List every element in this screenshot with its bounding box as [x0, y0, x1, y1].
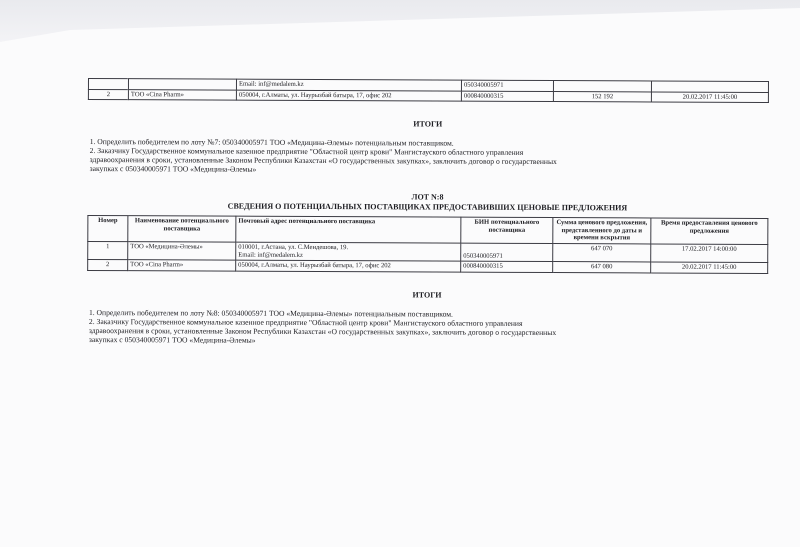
col-header-bin: БИН потенциального поставщика [461, 217, 553, 243]
supplier-address: 050004, г.Алматы, ул. Наурызбай батыра, 17, офис 202 [236, 90, 461, 102]
col-header-number: Номер [88, 216, 128, 242]
row-number: 1 [88, 241, 128, 259]
row-number: 2 [88, 260, 128, 271]
supplier-bin: 000840000315 [461, 91, 553, 102]
section-title: СВЕДЕНИЯ О ПОТЕНЦИАЛЬНЫХ ПОСТАВЩИКАХ ПРЕДОСТАВИВШИХ ЦЕНОВЫЕ ПРЕДЛОЖЕНИЯ [227, 201, 628, 213]
results-paragraph-1: 1. Определить победителем по лоту №8: 050340005971 ТОО «Медицина-Әлемы» потенциальным поставщиком. [88, 307, 453, 319]
row-number: 2 [88, 89, 128, 100]
lot7-supplier-table [88, 78, 769, 103]
offer-time: 17.02.2017 14:00:00 [651, 244, 768, 263]
results-heading: ИТОГИ [413, 119, 443, 129]
supplier-email: Email: inf@medalem.kz [238, 251, 303, 259]
results-paragraph-2-line-3: закупках с 050340005971 ТОО «Медицина-Әлемы» [89, 164, 257, 174]
col-header-address: Почтовый адрес потенциального поставщика [236, 216, 461, 243]
col-header-time: Время предоставления ценового предложения [651, 218, 768, 244]
supplier-address-line: 010001, г.Астана, ул. С.Мендешова, 19. [238, 243, 349, 252]
results-heading: ИТОГИ [412, 290, 442, 300]
supplier-bin: 000840000315 [461, 261, 553, 272]
results-paragraph-1: 1. Определить победителем по лоту №7: 050340005971 ТОО «Медицина-Әлемы» потенциальным поставщиком. [89, 137, 454, 148]
supplier-bin: 050340005971 [461, 80, 553, 91]
supplier-bin: 050340005971 [461, 243, 553, 262]
supplier-name: ТОО «Медицина-Әлемы» [128, 242, 236, 261]
lot-title: ЛОТ N:8 [411, 192, 444, 202]
supplier-name: ТОО «Cina Pharm» [128, 89, 236, 100]
results-paragraph-2-line-1: 2. Заказчику Государственное коммунальное казенное предприятие "Областной центр крови" Мангистауского областного управления [88, 316, 523, 328]
table-header-row [88, 216, 768, 245]
supplier-address [236, 242, 461, 261]
supplier-address: 050004, г.Алматы, ул. Наурызбай батыра, 17, офис 202 [236, 260, 461, 272]
offer-sum: 152 192 [553, 91, 651, 102]
offer-sum: 647 070 [553, 243, 651, 262]
results-paragraph-2-line-1: 2. Заказчику Государственное коммунальное казенное предприятие "Областной центр крови" Мангистауского областного управления [89, 146, 524, 158]
offer-time: 20.02.2017 11:45:00 [651, 92, 768, 103]
results-paragraph-2-line-2: здравоохранения в сроки, установленные Законом Республики Казахстан «О государственных закупках», заключить договор о государственных [89, 155, 557, 167]
document-content [87, 78, 768, 347]
offer-time: 20.02.2017 11:45:00 [651, 262, 768, 273]
supplier-name: ТОО «Cina Pharm» [128, 260, 236, 271]
lot8-supplier-table [87, 215, 768, 274]
offer-sum: 647 080 [553, 262, 651, 273]
results-paragraph-2-line-2: здравоохранения в сроки, установленные Законом Республики Казахстан «О государственных закупках», заключить договор о государственных [88, 325, 557, 337]
col-header-name: Наименование потенциального поставщика [128, 216, 236, 242]
results-paragraph-2-line-3: закупках с 050340005971 ТОО «Медицина-Әлемы» [88, 334, 256, 345]
supplier-email: Email: inf@medalem.kz [236, 79, 461, 91]
col-header-sum: Сумма ценового предложения, представленного до даты и времени вскрытия [553, 218, 651, 244]
